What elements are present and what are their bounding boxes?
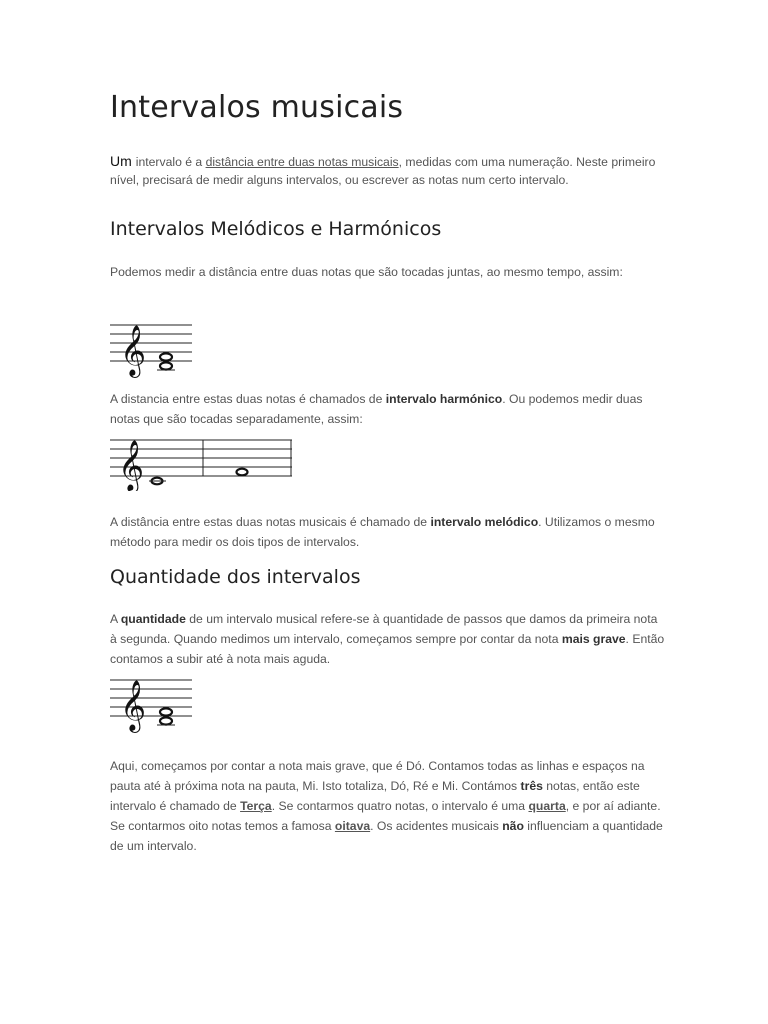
note-e: [160, 708, 172, 715]
harmonic-interval-staff: [110, 318, 194, 378]
treble-clef-icon: 𝄞: [120, 325, 147, 376]
paragraph-measure-together: Podemos medir a distância entre duas notas que são tocadas juntas, ao mesmo tempo, assim:: [110, 265, 623, 279]
intro-paragraph: Um intervalo é a distância entre duas notas musicais, medidas com uma numeração. Neste primeiro nível, precisará de medir alguns intervalos, ou escrever as notas num certo intervalo.: [110, 153, 656, 187]
section-heading-quantity: Quantidade dos intervalos: [110, 566, 361, 588]
distance-link[interactable]: distância entre duas notas musicais: [205, 155, 399, 169]
intro-lead: Um: [110, 153, 132, 169]
paragraph-counting: Aqui, começamos por contar a nota mais grave, que é Dó. Contamos todas as linhas e espaços na pauta até à próxima nota na pauta, Mi. Isto totaliza, Dó, Ré e Mi. Contámos três notas, então este intervalo é chamado de Terça. Se contarmos quatro notas, o intervalo é uma quarta, e por aí adiante. Se contarmos oito notas temos a famosa oitava. Os acidentes musicais não influenciam a quantidade de um intervalo.: [110, 759, 663, 853]
paragraph-harmonic: A distancia entre estas duas notas é chamados de intervalo harmónico. Ou podemos medir duas notas que são tocadas separadamente, assim:: [110, 392, 643, 426]
treble-clef-icon: 𝄞: [118, 440, 145, 491]
link-quarta[interactable]: quarta: [528, 799, 566, 813]
paragraph-melodic: A distância entre estas duas notas musicais é chamado de intervalo melódico. Utilizamos o mesmo método para medir os dois tipos de intervalos.: [110, 515, 655, 549]
note-e: [160, 353, 172, 360]
third-interval-staff: [110, 673, 194, 733]
term-lowest-note: mais grave: [561, 632, 626, 646]
term-melodic-interval: intervalo melódico: [430, 515, 539, 529]
note-c: [160, 362, 172, 369]
link-terca[interactable]: Terça: [240, 799, 272, 813]
note-e: [237, 469, 248, 476]
term-quantity: quantidade: [120, 612, 186, 626]
term-three: três: [520, 779, 543, 793]
paragraph-quantity: A quantidade de um intervalo musical refere-se à quantidade de passos que damos da primeira nota à segunda. Quando medimos um intervalo, começamos sempre por contar da nota mais grave. Então contamos a subir até à nota mais aguda.: [110, 612, 665, 666]
term-harmonic-interval: intervalo harmónico: [385, 392, 503, 406]
melodic-interval-staff: [110, 433, 296, 491]
section-heading-melodic-harmonic: Intervalos Melódicos e Harmónicos: [110, 218, 442, 240]
term-no: não: [502, 819, 524, 833]
page-title: Intervalos musicais: [110, 90, 404, 125]
note-c: [160, 717, 172, 724]
treble-clef-icon: 𝄞: [120, 680, 147, 731]
link-oitava[interactable]: oitava: [334, 819, 371, 833]
